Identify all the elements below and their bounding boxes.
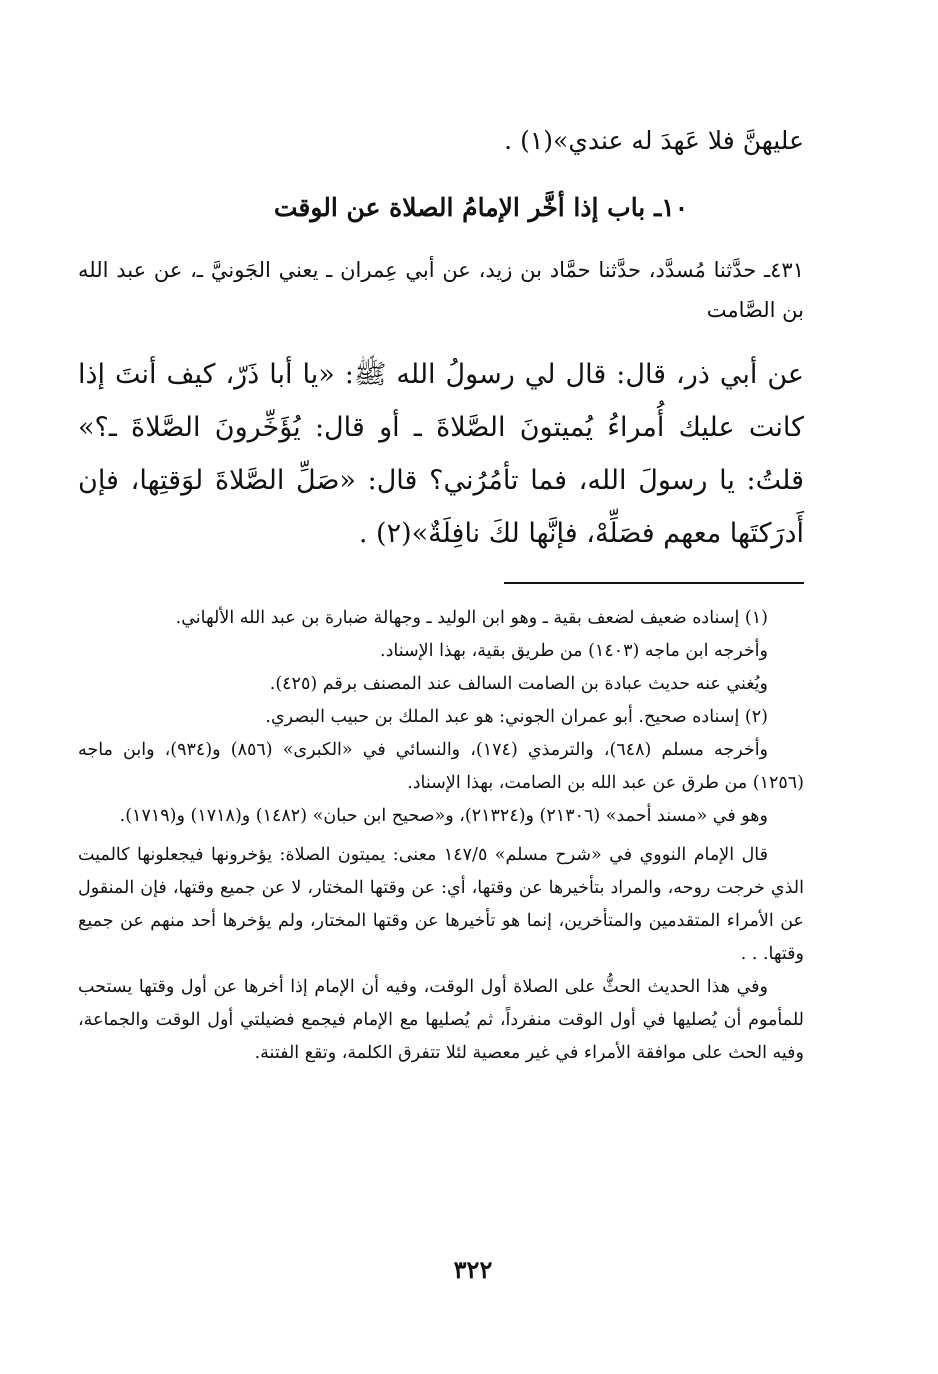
footnote-2: (٢) إسناده صحيح. أبو عمران الجوني: هو عبد الملك بن حبيب البصري. (265, 707, 768, 727)
footnote-separator (504, 582, 804, 584)
hadith-isnad: ٤٣١ـ حدَّثنا مُسدَّد، حدَّثنا حمَّاد بن زيد، عن أبي عِمران ـ يعني الجَونيَّ ـ، عن عبد الله بن الصَّامت (78, 258, 804, 322)
footnote-2-takhrij: وأخرجه مسلم (٦٤٨)، والترمذي (١٧٤)، والنسائي في «الكبرى» (٨٥٦) و(٩٣٤)، وابن ماجه (١٢٥٦) من طرق عن عبد الله بن الصامت، بهذا الإسناد. (78, 740, 804, 793)
footnotes (78, 602, 804, 1070)
footnote-1: (١) إسناده ضعيف لضعف بقية ـ وهو ابن الوليد ـ وجهالة ضبارة بن عبد الله الألهاني. (175, 608, 768, 628)
previous-hadith-ending: عليهنَّ فلا عَهدَ له عندي»(١) . (504, 126, 804, 155)
page-number: ٣٢٢ (453, 1255, 493, 1284)
footnote-1-takhrij: وأخرجه ابن ماجه (١٤٠٣) من طريق بقية، بهذا الإسناد. (380, 641, 768, 661)
footnote-1-note: ويُغني عنه حديث عبادة بن الصامت السالف عند المصنف برقم (٤٢٥). (269, 674, 768, 694)
footnote-2-commentary: وفي هذا الحديث الحثُّ على الصلاة أول الوقت، وفيه أن الإمام إذا أخرها عن أول وقتها يستحب للمأموم أن يُصليها في أول الوقت منفرداً، ثم يُصليها مع الإمام فيجمع فضيلتي أول الوقت والجماعة، وفيه الحث على موافقة الأمراء في غير معصية لئلا تتفرق الكلمة، وتقع الفتنة. (78, 977, 804, 1063)
chapter-heading: ١٠ـ باب إذا أخَّر الإمامُ الصلاة عن الوقت (273, 193, 689, 222)
footnote-2-nawawi: قال الإمام النووي في «شرح مسلم» ١٤٧/٥ معنى: يميتون الصلاة: يؤخرونها فيجعلونها كالميت الذي خرجت روحه، والمراد بتأخيرها عن وقتها، أي: عن وقتها المختار، لا عن جميع وقتها، فإن المنقول عن الأمراء المتقدمين والمتأخرين، إنما هو تأخيرها عن وقتها المختار، ولم يؤخرها أحد منهم عن جميع وقتها. . . (78, 845, 804, 964)
footnote-2-musnad: وهو في «مسند أحمد» (٢١٣٠٦) و(٢١٣٢٤)، و«صحيح ابن حبان» (١٤٨٢) و(١٧١٨) و(١٧١٩). (119, 806, 768, 826)
hadith-text: عن أبي ذر، قال: قال لي رسولُ الله ﷺ: «يا أبا ذَرّ، كيف أنتَ إذا كانت عليك أُمراءُ يُميتونَ الصَّلاةَ ـ أو قال: يُؤَخِّرونَ الصَّلاةَ ـ؟» قلتُ: يا رسولَ الله، فما تأمُرُني؟ قال: «صَلِّ الصَّلاةَ لوَقتِها، فإن أَدرَكتَها معهم فصَلِّهْ، فإنَّها لكَ نافِلَةٌ»(٢) . (78, 359, 804, 549)
book-page (78, 118, 804, 1070)
